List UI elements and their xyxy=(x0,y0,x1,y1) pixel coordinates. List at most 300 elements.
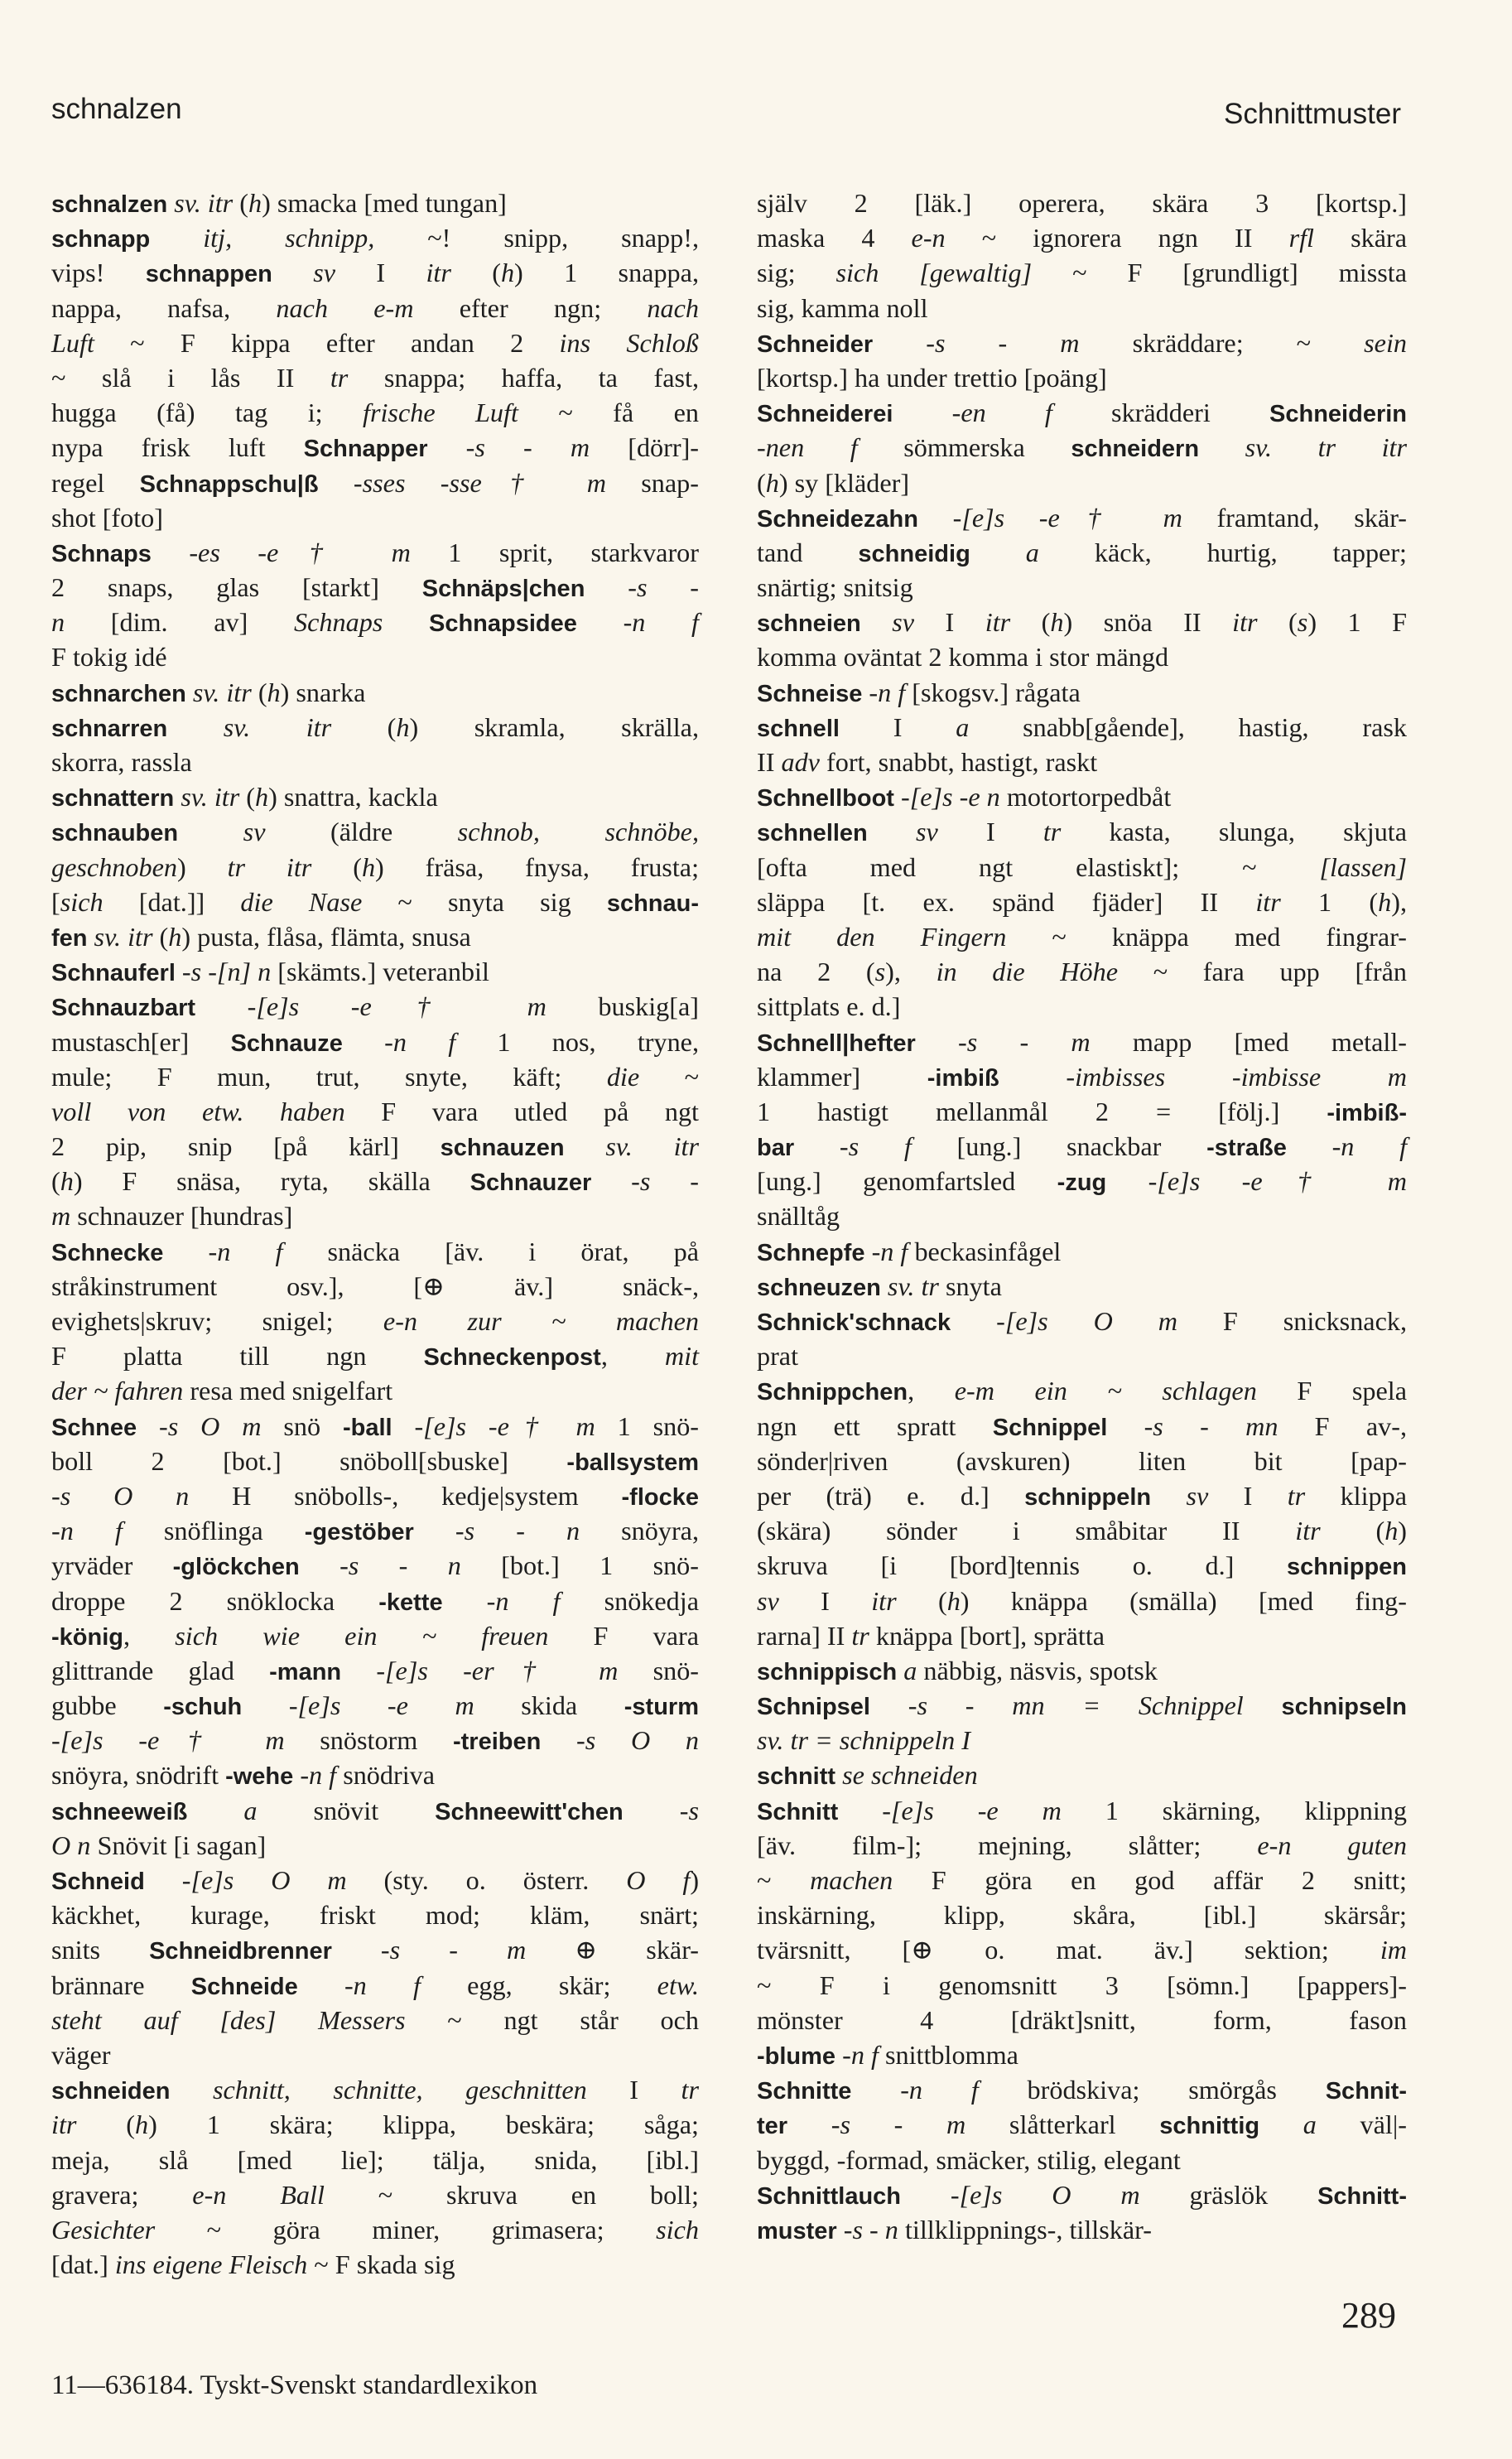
definition-text xyxy=(298,1970,344,2000)
definition-text xyxy=(794,1131,840,1161)
text-line xyxy=(51,430,699,465)
text-line xyxy=(51,1269,699,1304)
grammar-italic: h xyxy=(500,258,515,288)
definition-text: gubbe xyxy=(51,1690,164,1721)
grammar-italic: -[e]s -e m xyxy=(882,1795,1062,1825)
definition-text xyxy=(577,607,624,637)
grammar-italic: h xyxy=(946,1585,961,1616)
grammar-italic: -s - m xyxy=(926,327,1080,358)
grammar-italic: sv. itr xyxy=(223,711,332,742)
grammar-italic: voll von etw. haben xyxy=(51,1096,345,1126)
definition-text xyxy=(319,468,354,498)
text-line xyxy=(51,2107,699,2142)
definition-text: ⊕ skär- xyxy=(526,1935,699,1965)
text-line xyxy=(757,1025,1407,1059)
text-line xyxy=(757,500,1407,535)
text-line xyxy=(757,2107,1407,2142)
definition-text: ~ snyta sig xyxy=(362,886,607,917)
grammar-italic: tr xyxy=(681,2075,699,2105)
headword: schneeweiß xyxy=(51,1798,188,1825)
grammar-italic: -imbisses -imbisse m xyxy=(1066,1061,1408,1092)
headword: Schnippchen xyxy=(757,1379,908,1406)
definition-text: ~ ignorera ngn II xyxy=(945,223,1289,253)
text-line xyxy=(51,1863,699,1897)
text-line xyxy=(757,675,1407,710)
headword: schnippisch xyxy=(757,1658,898,1685)
definition-text: sönder|riven (avskuren) liten bit [pap- xyxy=(757,1445,1407,1476)
grammar-italic: h xyxy=(396,711,410,742)
definition-text: gräslök xyxy=(1139,2179,1318,2210)
grammar-italic: Schnaps xyxy=(294,607,383,638)
text-line xyxy=(51,779,699,814)
headword: schnarchen xyxy=(51,680,186,707)
definition-text: I xyxy=(937,817,1043,847)
grammar-italic: e-n Ball xyxy=(192,2179,325,2210)
definition-text: ~! snipp, snapp!, xyxy=(374,223,699,253)
definition-text: ~ F i genomsnitt 3 [sömn.] [pappers]- xyxy=(757,1970,1407,2000)
grammar-italic: -[e]s -e† m xyxy=(952,502,1182,533)
grammar-italic: a xyxy=(243,1795,258,1825)
definition-text: ~ xyxy=(757,1865,811,1895)
text-line xyxy=(757,1897,1407,1932)
grammar-italic: sv xyxy=(757,1585,779,1616)
text-line xyxy=(51,605,699,639)
headword: Schnitt xyxy=(757,1798,839,1825)
grammar-italic: -s O n xyxy=(576,1725,699,1756)
definition-text: snälltåg xyxy=(757,1201,840,1232)
definition-text xyxy=(443,1586,487,1616)
definition-text: (sty. o. österr. xyxy=(346,1865,627,1895)
definition-text xyxy=(428,432,466,462)
text-line xyxy=(51,1513,699,1548)
definition-text: [skogsv.] rågata xyxy=(905,677,1081,707)
grammar-italic: schnob, schnöbe, xyxy=(457,817,699,847)
headword: Schnittlauch xyxy=(757,2182,902,2210)
definition-text: Snövit [i sagan] xyxy=(90,1830,267,1860)
definition-text: sig; xyxy=(757,258,836,288)
right-column xyxy=(757,186,1407,2247)
grammar-italic: O f xyxy=(626,1865,691,1895)
definition-text: fort, snabbt, hastigt, raskt xyxy=(819,747,1098,777)
text-line xyxy=(51,1968,699,2003)
definition-text: 1 nos, tryne, xyxy=(455,1026,699,1057)
grammar-italic: adv xyxy=(781,747,820,777)
definition-text: ) knäppa (smälla) [med fing- xyxy=(960,1585,1407,1616)
text-line xyxy=(51,291,699,325)
grammar-italic: a xyxy=(903,1655,917,1685)
text-line xyxy=(757,2003,1407,2037)
grammar-italic: h xyxy=(60,1166,74,1197)
grammar-italic: itr xyxy=(426,258,451,288)
definition-text xyxy=(565,1131,606,1161)
grammar-italic: s xyxy=(874,957,886,987)
definition-text: klippa xyxy=(1305,1480,1408,1511)
definition-text: mapp [med metall- xyxy=(1090,1026,1407,1057)
headword: Schnepfe xyxy=(757,1239,865,1266)
grammar-italic: -s - xyxy=(628,572,700,603)
definition-text xyxy=(624,1796,680,1825)
headword: -sturm xyxy=(624,1694,699,1721)
grammar-italic: -n f xyxy=(842,2039,879,2070)
text-line xyxy=(51,1164,699,1198)
grammar-italic: die xyxy=(606,1061,640,1092)
definition-text xyxy=(176,957,182,986)
text-line xyxy=(757,989,1407,1024)
definition-text: II xyxy=(757,747,782,777)
grammar-italic: e-n guten xyxy=(1257,1830,1408,1860)
definition-text xyxy=(187,1796,243,1825)
definition-text: , xyxy=(600,1341,665,1372)
definition-text: I xyxy=(778,1585,872,1616)
grammar-italic: tr xyxy=(330,362,349,393)
definition-text xyxy=(893,398,951,427)
definition-text: [dörr]- xyxy=(590,432,700,463)
grammar-italic: tr xyxy=(851,1620,869,1651)
definition-text: beckasinfågel xyxy=(908,1236,1062,1266)
grammar-italic: mit den Fingern xyxy=(757,921,1007,952)
grammar-italic: ins Schloß xyxy=(559,327,699,358)
definition-text: snabb[gående], hastig, rask xyxy=(969,711,1408,742)
definition-text: rarna] II xyxy=(757,1620,852,1651)
definition-text: F platta till ngn xyxy=(51,1341,424,1372)
grammar-italic: die Nase xyxy=(240,886,363,917)
definition-text: snödriva xyxy=(336,1760,436,1791)
definition-text: tillklippnings-, tillskär- xyxy=(898,2214,1152,2244)
definition-text: tvärsnitt, [⊕ o. mat. äv.] sektion; xyxy=(757,1935,1380,1965)
definition-text xyxy=(383,607,429,637)
definition-text: boll 2 [bot.] snöboll[sbuske] xyxy=(51,1445,567,1476)
definition-text: nappa, nafsa, xyxy=(51,292,277,323)
headword: -ball xyxy=(342,1414,392,1441)
text-line xyxy=(757,850,1407,885)
text-line xyxy=(757,430,1407,465)
definition-text: ), xyxy=(1391,886,1407,917)
footer-signature: 11—636184. Tyskt-Svenskt standardlexikon xyxy=(51,2370,538,2400)
definition-text: , xyxy=(908,1376,955,1406)
grammar-italic: schnitt, schnitte, geschnitten xyxy=(212,2075,587,2105)
definition-text: ~ skruva en boll; xyxy=(324,2179,699,2210)
headword: -imbiß xyxy=(927,1064,999,1092)
text-line xyxy=(51,745,699,779)
definition-text: [dat.]] xyxy=(103,886,241,917)
grammar-italic: sv xyxy=(1186,1480,1209,1511)
text-line xyxy=(757,1373,1407,1408)
definition-text: ( xyxy=(896,1585,947,1616)
grammar-italic: -n f xyxy=(486,1585,561,1616)
headword: Schneckenpost xyxy=(423,1344,601,1372)
definition-text: snöyra, snödrift xyxy=(51,1760,226,1791)
grammar-italic: h xyxy=(361,851,376,882)
definition-text: mule; F mun, trut, snyte, käft; xyxy=(51,1061,607,1092)
definition-text: regel xyxy=(51,467,140,498)
definition-text: snöstorm xyxy=(284,1725,453,1756)
grammar-italic: -s - xyxy=(631,1166,699,1197)
grammar-italic: geschnoben xyxy=(51,851,177,882)
definition-text: släppa [t. ex. spänd fjäder] II xyxy=(757,886,1256,917)
definition-text xyxy=(881,1271,888,1301)
text-line xyxy=(51,1444,699,1478)
grammar-italic: machen xyxy=(810,1865,893,1895)
definition-text: framtand, skär- xyxy=(1182,502,1407,533)
grammar-italic: -[e]s -e† m xyxy=(1148,1166,1408,1197)
grammar-italic: tr xyxy=(1043,817,1062,847)
grammar-italic: [lassen] xyxy=(1319,851,1407,882)
definition-text: ( xyxy=(450,258,501,288)
definition-text: käck, hurtig, tapper; xyxy=(1038,537,1408,567)
definition-text: ) snattra, kackla xyxy=(268,782,438,812)
definition-text: brännare xyxy=(51,1970,191,2000)
grammar-italic: h xyxy=(267,677,281,707)
definition-text: mönster 4 [dräkt]snitt, form, fason xyxy=(757,2004,1407,2035)
definition-text: skorra, rassla xyxy=(51,747,192,777)
headword: Schnappschu|ß xyxy=(139,470,319,498)
headword: schnarren xyxy=(51,715,168,742)
headword: Schneewitt'chen xyxy=(435,1798,624,1825)
headword: schnell xyxy=(757,715,840,742)
definition-text: ( xyxy=(51,1166,60,1197)
grammar-italic: in die Höhe xyxy=(936,957,1119,987)
headword: Schneiderin xyxy=(1269,401,1408,428)
grammar-italic: sv. tr itr xyxy=(1245,432,1408,463)
headword: Schneid xyxy=(51,1868,145,1895)
definition-text: ( xyxy=(1320,1516,1385,1546)
text-line xyxy=(757,1723,1407,1757)
definition-text: snökedja xyxy=(560,1585,699,1616)
headword: -straße xyxy=(1206,1135,1287,1162)
definition-text: snap- xyxy=(605,467,699,498)
text-line xyxy=(51,1025,699,1059)
definition-text: ) snarka xyxy=(280,677,366,707)
text-line xyxy=(757,2177,1407,2212)
grammar-italic: sein xyxy=(1364,327,1407,358)
grammar-italic: der ~ fahren xyxy=(51,1376,184,1406)
definition-text: prat xyxy=(757,1341,799,1372)
headword: -kette xyxy=(378,1589,443,1616)
grammar-italic: -[e]s -e† m xyxy=(414,1410,595,1441)
grammar-italic: h xyxy=(1384,1516,1399,1546)
grammar-italic: sich [gewaltig] xyxy=(835,258,1033,288)
text-line xyxy=(51,2247,699,2282)
definition-text xyxy=(145,1865,182,1895)
definition-text xyxy=(332,1935,381,1965)
headword: Schneise xyxy=(757,680,863,707)
definition-text: ~ slå i lås II xyxy=(51,362,330,393)
definition-text: vips! xyxy=(51,258,146,288)
text-line xyxy=(51,1198,699,1233)
grammar-italic: tr xyxy=(1287,1480,1306,1511)
grammar-italic: sv xyxy=(243,817,266,847)
grammar-italic: n xyxy=(51,607,65,638)
definition-text xyxy=(1199,432,1245,462)
definition-text: ( xyxy=(233,188,248,218)
text-line xyxy=(51,710,699,745)
definition-text xyxy=(1151,1481,1186,1511)
definition-text: komma oväntat 2 komma i stor mängd xyxy=(757,642,1169,673)
text-line xyxy=(51,465,699,500)
definition-text: [ung.] genomfartsled xyxy=(757,1166,1057,1197)
definition-text xyxy=(414,1516,455,1545)
definition-text: yrväder xyxy=(51,1550,173,1581)
definition-text: stråkinstrument osv.], [⊕ äv.] snäck-, xyxy=(51,1270,699,1301)
definition-text: F vara utled på ngt xyxy=(344,1096,700,1126)
definition-text: ) sy [kläder] xyxy=(778,467,910,498)
definition-text: meja, slå [med lie]; tälja, snida, [ibl.] xyxy=(51,2144,699,2175)
definition-text: snöyra, xyxy=(580,1516,700,1546)
definition-text: ) 1 F xyxy=(1307,607,1408,638)
grammar-italic: itr xyxy=(1232,607,1258,638)
definition-text: brödskiva; smörgås xyxy=(978,2075,1326,2105)
headword: -zug xyxy=(1057,1169,1107,1197)
text-line xyxy=(51,186,699,220)
text-line xyxy=(51,675,699,710)
headword: -könig xyxy=(51,1623,123,1651)
definition-text: ) xyxy=(176,851,228,882)
definition-text: ~ få en xyxy=(518,398,699,428)
grammar-italic: -es -e† m xyxy=(189,537,411,567)
headword: -schuh xyxy=(163,1694,243,1721)
grammar-italic: rfl xyxy=(1288,223,1314,253)
definition-text: ~ F kippa efter andan 2 xyxy=(94,327,560,358)
definition-text: skida xyxy=(474,1690,624,1721)
grammar-italic: -s - m xyxy=(465,432,590,463)
definition-text: F göra en god affär 2 snitt; xyxy=(893,1865,1408,1895)
definition-text: F vara xyxy=(548,1620,699,1651)
text-line xyxy=(51,255,699,290)
definition-text: ( xyxy=(152,921,169,952)
definition-text: H snöbolls-, kedje|system xyxy=(189,1480,622,1511)
definition-text: [ung.] snackbar xyxy=(911,1131,1207,1162)
definition-text: ) fräsa, fnysa, frusta; xyxy=(375,851,700,882)
definition-text xyxy=(178,817,243,846)
grammar-italic: Luft xyxy=(51,327,94,358)
definition-text xyxy=(150,223,203,253)
definition-text: 1 skärning, klippning xyxy=(1061,1795,1407,1825)
text-line xyxy=(51,1793,699,1828)
text-line xyxy=(51,2212,699,2247)
grammar-italic: im xyxy=(1380,1935,1407,1965)
definition-text: klammer] xyxy=(757,1061,927,1092)
text-line xyxy=(51,1688,699,1723)
grammar-italic: -[e]s -e m xyxy=(288,1690,474,1721)
definition-text: snäcka [äv. i örat, på xyxy=(282,1236,699,1266)
grammar-italic: e-m ein ~ schlagen xyxy=(954,1376,1257,1406)
definition-text: sömmerska xyxy=(857,432,1071,463)
definition-text: snappa; haffa, ta fast, xyxy=(348,362,699,393)
definition-text: [dat.] xyxy=(51,2249,115,2280)
grammar-italic: -n f xyxy=(623,607,700,638)
grammar-italic: -n f xyxy=(344,1970,421,2000)
headword: schnappen xyxy=(145,261,272,288)
text-line xyxy=(51,1897,699,1932)
definition-text xyxy=(787,2109,831,2139)
grammar-italic: sv. itr xyxy=(181,782,240,812)
grammar-italic: -s -[n] n xyxy=(181,957,272,987)
grammar-italic: -[e]s -er† m xyxy=(376,1655,619,1685)
grammar-italic: -[e]s O m xyxy=(996,1306,1178,1336)
grammar-italic: itr xyxy=(1255,886,1281,917)
grammar-italic: se schneiden xyxy=(842,1760,978,1791)
text-line xyxy=(757,570,1407,605)
definition-text: ( xyxy=(331,711,397,742)
headword: Schnellboot xyxy=(757,785,894,812)
grammar-italic: sv. itr xyxy=(192,677,252,707)
definition-text xyxy=(272,258,313,287)
definition-text: ~ xyxy=(639,1061,699,1092)
definition-text xyxy=(1259,2109,1303,2139)
definition-text: väger xyxy=(51,2039,111,2070)
text-line xyxy=(51,1478,699,1513)
definition-text: skruva [i [bord]tennis o. d.] xyxy=(757,1550,1287,1581)
definition-text: I xyxy=(839,711,956,742)
definition-text xyxy=(951,1306,996,1336)
definition-text: na 2 ( xyxy=(757,957,875,987)
text-line xyxy=(51,989,699,1024)
headword: Schneiderei xyxy=(757,401,893,428)
definition-text xyxy=(1244,1690,1282,1720)
text-line xyxy=(51,2003,699,2037)
text-line xyxy=(51,1548,699,1583)
headword: Schnauze xyxy=(230,1029,343,1057)
definition-text xyxy=(873,328,926,358)
definition-text: mustasch[er] xyxy=(51,1026,231,1057)
definition-text: ngn ett spratt xyxy=(757,1410,993,1441)
grammar-italic: O n xyxy=(51,1830,91,1860)
text-line xyxy=(757,2143,1407,2177)
grammar-italic: sv. tr xyxy=(887,1270,939,1301)
definition-text: ~ knäppa med fingrar- xyxy=(1006,921,1407,952)
definition-text: ( xyxy=(76,2109,136,2140)
definition-text xyxy=(870,1690,908,1720)
grammar-italic: m xyxy=(51,1201,71,1232)
definition-text xyxy=(838,1796,882,1825)
definition-text: tand xyxy=(757,537,859,567)
definition-text: snö- xyxy=(618,1655,700,1685)
grammar-italic: h xyxy=(1050,607,1064,638)
grammar-italic: nach xyxy=(647,292,699,323)
text-line xyxy=(757,1094,1407,1129)
text-line xyxy=(757,919,1407,954)
text-line xyxy=(757,1932,1407,1967)
definition-text xyxy=(865,1237,872,1266)
text-line xyxy=(757,1968,1407,2003)
headword: bar xyxy=(757,1135,795,1162)
headword: -mann xyxy=(269,1658,342,1685)
text-line xyxy=(757,1129,1407,1164)
headword: schneuzen xyxy=(757,1274,881,1301)
grammar-italic: -nen f xyxy=(757,432,858,463)
grammar-italic: sv. tr = schnippeln I xyxy=(757,1725,971,1756)
grammar-italic: -s - m xyxy=(380,1935,527,1965)
definition-text: ~ F skada sig xyxy=(307,2249,455,2280)
text-line xyxy=(51,850,699,885)
definition-text: snöflinga xyxy=(122,1516,305,1546)
headword: Schnaps xyxy=(51,540,152,567)
headword: schneien xyxy=(757,610,861,638)
text-line xyxy=(757,954,1407,989)
grammar-italic: -n f xyxy=(869,677,906,707)
definition-text: skrädderi xyxy=(1052,398,1270,428)
definition-text xyxy=(1287,1131,1332,1161)
grammar-italic: etw. xyxy=(657,1970,700,2000)
grammar-italic: -n f xyxy=(1331,1131,1408,1162)
definition-text: efter ngn; xyxy=(413,292,648,323)
definition-text: buskig[a] xyxy=(546,991,699,1022)
headword: Schnitt- xyxy=(1317,2182,1407,2210)
headword: ter xyxy=(757,2113,788,2140)
text-line xyxy=(757,1757,1407,1792)
grammar-italic: -s - mn = Schnippel xyxy=(908,1690,1244,1721)
definition-text: ~ ngt står och xyxy=(405,2004,699,2035)
